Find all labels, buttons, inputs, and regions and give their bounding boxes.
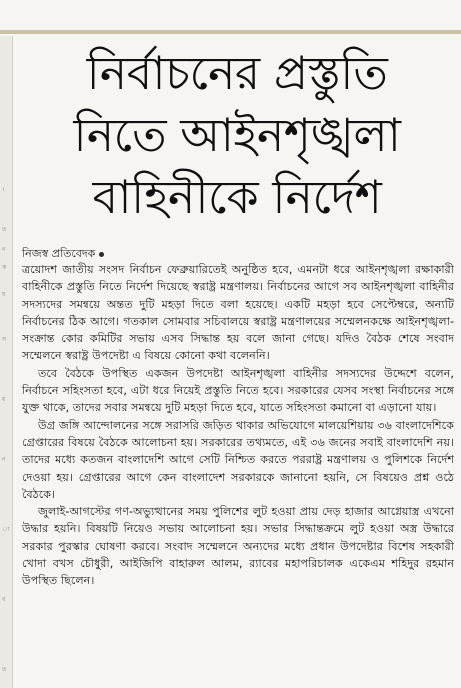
headline bbox=[22, 42, 452, 228]
headline-line-2: নিতে আইনশৃঙ্খলা bbox=[73, 108, 401, 162]
article-body bbox=[22, 261, 454, 590]
paragraph-4: জুলাই-আগস্টের গণ-অভ্যুত্থানের সময় পুলিশের লুট হওয়া প্রায় দেড় হাজার আগ্নেয়াস্ত্র এখনো উদ্ধার হয়নি। বিষয়টি নিয়েও সভায় আলোচনা হয়। সভার সিদ্ধান্তক্রমে লুট হওয়া অস্ত্র উদ্ধারে সরকার পুরস্কার ঘোষণা করবে। সংবাদ সম্মেলনে অন্যদের মধ্যে প্রধান উপদেষ্টার বিশেষ সহকারী খোদা বখস চৌধুরী, আইজিপি বাহারুল আলম, র‍্যাবের মহাপরিচালক একেএম শহিদুর রহমান উপস্থিত ছিলেন। bbox=[22, 505, 454, 588]
byline-dot-icon bbox=[99, 252, 104, 257]
paragraph-3: উগ্র জঙ্গি আন্দোলনের সঙ্গে সরাসরি জড়িত থাকার অভিযোগে মালয়েশিয়ায় ৩৬ বাংলাদেশিকে গ্রেপ্তারের বিষয়ে বৈঠকে আলোচনা হয়। সরকারের তথ্যমতে, এই ৩৬ জনের সবাই বাংলাদেশি নয়। তাদের মধ্যে কতজন বাংলাদেশি আগে সেটি নিশ্চিত করতে পররাষ্ট্র মন্ত্রণালয় ও পুলিশকে নির্দেশ দেওয়া হয়। গ্রেপ্তারের আগে কেন বাংলাদেশ সরকারকে জানানো হয়নি, সে বিষয়েও প্রশ্ন ওঠে বৈঠকে। bbox=[22, 418, 454, 501]
byline bbox=[22, 247, 104, 261]
paragraph-2: তবে বৈঠকে উপস্থিত একজন উপদেষ্টা আইনশৃঙ্খলা বাহিনীর সদস্যদের উদ্দেশে বলেন, নির্বাচনে সহিংসতা হবে, এটা ধরে নিয়েই প্রস্তুতি নিতে হবে। সরকারের যেসব সংস্থা নির্বাচনের সঙ্গে যুক্ত থাকে, তাদের সবার সমন্বয়ে দুটি মহড়া দিতে হবে, যাতে সহিংসতা কমানো বা এড়ানো যায়। bbox=[22, 366, 454, 415]
adjacent-column-strip: । ত ন ক য স য় ন া ব ত bbox=[0, 36, 13, 688]
byline-text: নিজস্ব প্রতিবেদক bbox=[22, 247, 96, 260]
paragraph-1: ত্রয়োদশ জাতীয় সংসদ নির্বাচন ফেব্রুয়ারিতেই অনুষ্ঠিত হবে, এমনটা ধরে আইনশৃঙ্খলা রক্ষাকারী বাহিনীকে প্রস্তুতি নিতে নির্দেশ দিয়েছে স্বরাষ্ট্র মন্ত্রণালয়। নির্বাচনের আগে সব আইনশৃঙ্খলা বাহিনীর সদস্যদের সমন্বয়ে অন্তত দুটি মহড়া দিতে বলা হয়েছে। একটি মহড়া হবে সেপ্টেম্বরে, অন্যটি নির্বাচনের ঠিক আগে। গতকাল সোমবার সচিবালয়ে স্বরাষ্ট্র মন্ত্রণালয়ের সম্মেলনকক্ষে আইনশৃঙ্খলা-সংক্রান্ত কোর কমিটির সভায় এসব সিদ্ধান্ত হয় বলে জানা গেছে। যদিও বৈঠক শেষে সংবাদ সম্মেলনে স্বরাষ্ট্র উপদেষ্টা এ বিষয়ে কোনো কথা বলেননি। bbox=[22, 263, 454, 363]
top-rule bbox=[0, 30, 461, 34]
headline-line-1: নির্বাচনের প্রস্তুতি bbox=[86, 46, 388, 100]
headline-line-3: বাহিনীকে নির্দেশ bbox=[92, 170, 382, 224]
